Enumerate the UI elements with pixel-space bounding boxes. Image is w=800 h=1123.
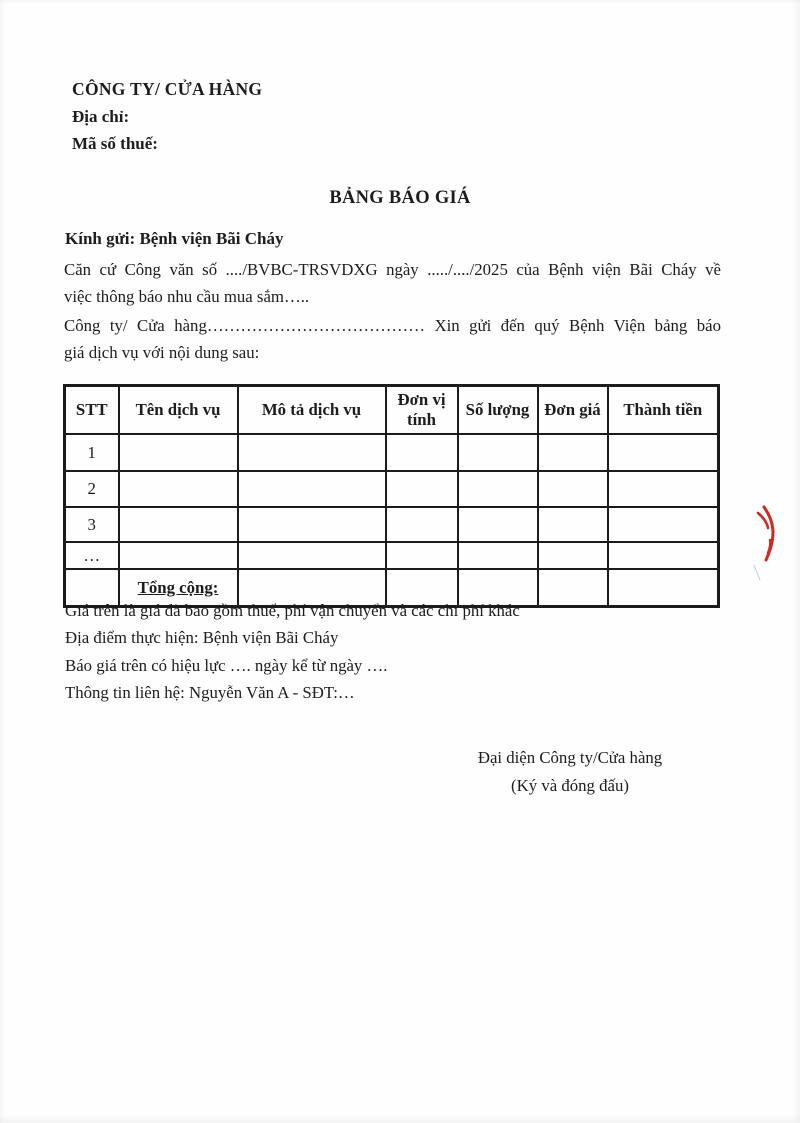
intro-paragraph-line-2: giá dịch vụ với nội dung sau: <box>64 342 260 362</box>
empty-cell <box>608 434 719 471</box>
empty-cell <box>119 507 238 542</box>
header-cell-quantity: Số lượng <box>458 386 538 435</box>
note-line-validity: Báo giá trên có hiệu lực …. ngày kể từ ngày …. <box>65 655 388 675</box>
table-row <box>65 542 719 569</box>
total-label-cell: Tổng cộng: <box>119 569 238 607</box>
empty-cell <box>119 434 238 471</box>
table-row <box>65 434 719 471</box>
header-cell-stt: STT <box>65 386 119 435</box>
reference-paragraph-line-1: Căn cứ Công văn số ..../BVBC-TRSVDXG ngày ...../..../2025 của Bệnh viện Bãi Cháy về <box>64 260 721 279</box>
header-cell-service-name: Tên dịch vụ <box>119 386 238 435</box>
row-stt-cell: 3 <box>65 507 119 542</box>
empty-cell <box>119 542 238 569</box>
company-tax-line: Mã số thuế: <box>72 134 158 153</box>
empty-cell <box>608 507 719 542</box>
intro-paragraph <box>64 313 721 366</box>
note-line-tax-included: Giá trên là giá đã bao gồm thuế, phí vận chuyển và các chi phí khác <box>65 601 520 620</box>
empty-cell <box>386 434 458 471</box>
empty-cell <box>538 507 608 542</box>
empty-cell <box>458 507 538 542</box>
empty-cell <box>386 507 458 542</box>
empty-cell <box>238 542 386 569</box>
empty-cell <box>386 542 458 569</box>
empty-cell <box>119 471 238 507</box>
empty-cell <box>458 542 538 569</box>
signature-instruction-line: (Ký và đóng đấu) <box>511 776 629 795</box>
empty-cell <box>238 471 386 507</box>
header-cell-amount: Thành tiền <box>608 386 719 435</box>
empty-cell <box>608 542 719 569</box>
table-header-row <box>65 386 719 435</box>
quotation-table <box>63 384 720 608</box>
red-pen-mark <box>750 497 786 581</box>
company-name-line: CÔNG TY/ CỬA HÀNG <box>72 79 263 99</box>
empty-cell <box>238 434 386 471</box>
signature-block <box>425 744 715 800</box>
empty-cell <box>458 434 538 471</box>
empty-cell <box>538 434 608 471</box>
row-stt-cell: 2 <box>65 471 119 507</box>
header-cell-unit: Đơn vị tính <box>386 386 458 435</box>
table-row <box>65 507 719 542</box>
company-header <box>72 76 262 157</box>
reference-paragraph <box>64 257 721 310</box>
empty-cell <box>386 471 458 507</box>
header-cell-service-description: Mô tả dịch vụ <box>238 386 386 435</box>
row-stt-cell: … <box>65 542 119 569</box>
note-line-location: Địa điểm thực hiện: Bệnh viện Bãi Cháy <box>65 628 339 648</box>
empty-cell <box>458 471 538 507</box>
document-title: BẢNG BÁO GIÁ <box>329 188 471 208</box>
reference-paragraph-line-2: việc thông báo nhu cầu mua sắm….. <box>64 286 310 306</box>
empty-cell <box>538 542 608 569</box>
intro-paragraph-line-1: Công ty/ Cửa hàng………………………………… Xin gửi đến quý Bệnh Viện bảng báo <box>64 316 721 335</box>
table-row <box>65 471 719 507</box>
signature-title-line: Đại diện Công ty/Cửa hàng <box>477 748 663 767</box>
empty-cell <box>608 471 719 507</box>
company-address-line: Địa chỉ: <box>72 107 130 126</box>
recipient-line: Kính gửi: Bệnh viện Bãi Cháy <box>65 229 284 248</box>
note-line-contact: Thông tin liên hệ: Nguyễn Văn A - SĐT:… <box>65 682 355 702</box>
empty-cell <box>238 507 386 542</box>
empty-cell <box>538 569 608 607</box>
empty-cell <box>538 471 608 507</box>
row-stt-cell: 1 <box>65 434 119 471</box>
header-cell-unit-price: Đơn giá <box>538 386 608 435</box>
empty-cell <box>608 569 719 607</box>
notes-block <box>65 597 520 706</box>
